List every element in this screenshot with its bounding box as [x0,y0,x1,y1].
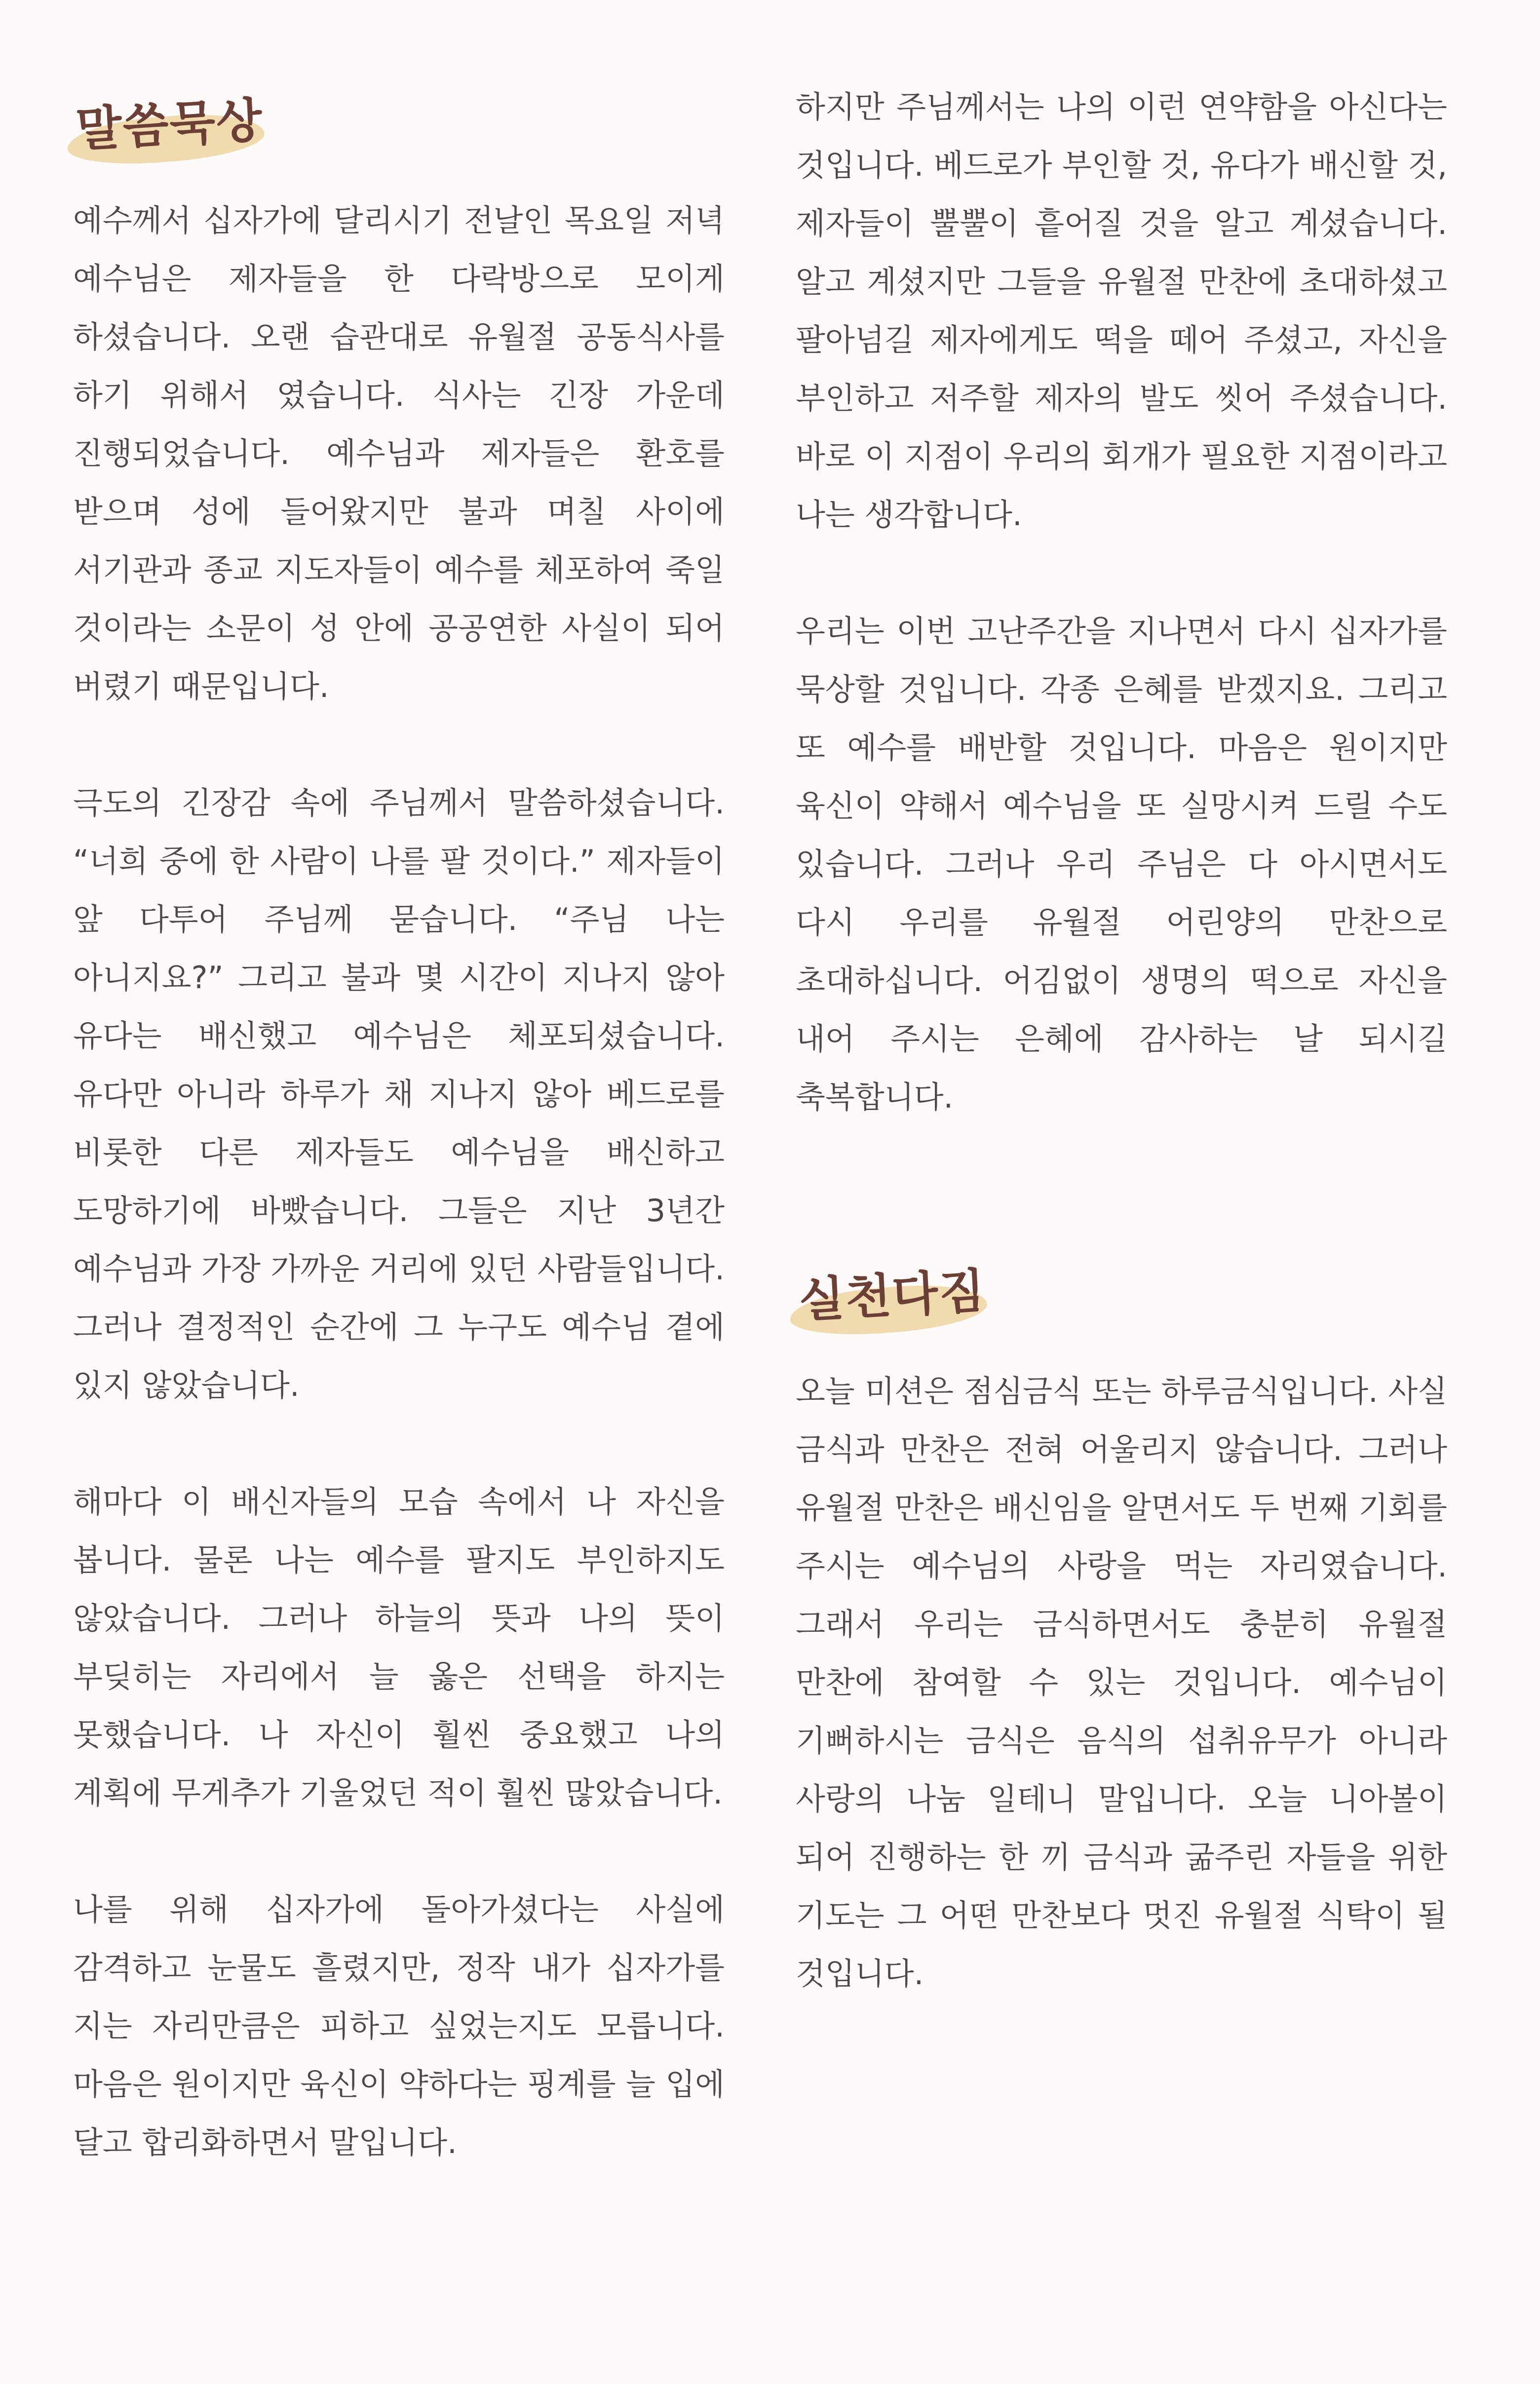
meditation-paragraph: 극도의 긴장감 속에 주님께서 말씀하셨습니다. “너희 중에 한 사람이 나를 팔 것이다.” 제자들이 앞 다투어 주님께 묻습니다. “주님 나는 아니지요?” 그리고 불과 몇 시간이 지나지 않아 유다는 배신했고 예수님은 체포되셨습니다. 유다만 아니라 하루가 채 지나지 않아 베드로를 비롯한 다른 제자들도 예수님을 배신하고 도망하기에 바빴습니다. 그들은 지난 3년간 예수님과 가장 가까운 거리에 있던 사람들입니다. 그러나 결정적인 순간에 그 누구도 예수님 곁에 있지 않았습니다. [73,785,725,1403]
practice-paragraph: 오늘 미션은 점심금식 또는 하루금식입니다. 사실 금식과 만찬은 전혀 어울리지 않습니다. 그러나 유월절 만찬은 배신임을 알면서도 두 번째 기회를 주시는 예수님의 사랑을 먹는 자리였습니다. 그래서 우리는 금식하면서도 충분히 유월절 만찬에 참여할 수 있는 것입니다. 예수님이 기뻐하시는 금식은 음식의 섭취유무가 아니라 사랑의 나눔 일테니 말입니다. 오늘 니아볼이 되어 진행하는 한 끼 금식과 굶주린 자들을 위한 기도는 그 어떤 만찬보다 멋진 유월절 식탁이 될 것입니다. [796,1373,1447,1992]
meditation-paragraph: 해마다 이 배신자들의 모습 속에서 나 자신을 봅니다. 물론 나는 예수를 팔지도 부인하지도 않았습니다. 그러나 하늘의 뜻과 나의 뜻이 부딪히는 자리에서 늘 옳은 선택을 하지는 못했습니다. 나 자신이 훨씬 중요했고 나의 계획에 무게추가 기울었던 적이 훨씬 많았습니다. [73,1484,725,1811]
meditation-heading [76,88,263,162]
meditation-paragraph: 우리는 이번 고난주간을 지나면서 다시 십자가를 묵상할 것입니다. 각종 은혜를 받겠지요. 그리고 또 예수를 배반할 것입니다. 마음은 원이지만 육신이 약해서 예수님을 또 실망시켜 드릴 수도 있습니다. 그러나 우리 주님은 다 아시면서도 다시 우리를 유월절 어린양의 만찬으로 초대하십니다. 어김없이 생명의 떡으로 자신을 내어 주시는 은혜에 감사하는 날 되시길 축복합니다. [796,613,1447,1115]
practice-heading [799,1259,986,1333]
meditation-paragraph: 예수께서 십자가에 달리시기 전날인 목요일 저녁 예수님은 제자들을 한 다락방으로 모이게 하셨습니다. 오랜 습관대로 유월절 공동식사를 하기 위해서 였습니다. 식사는 긴장 가운데 진행되었습니다. 예수님과 제자들은 환호를 받으며 성에 들어왔지만 불과 며칠 사이에 서기관과 종교 지도자들이 예수를 체포하여 죽일 것이라는 소문이 성 안에 공공연한 사실이 되어 버렸기 때문입니다. [73,202,725,704]
practice-heading-text: 실천다짐 [797,1263,987,1328]
meditation-paragraph: 하지만 주님께서는 나의 이런 연약함을 아신다는 것입니다. 베드로가 부인할 것, 유다가 배신할 것, 제자들이 뿔뿔이 흩어질 것을 알고 계셨습니다. 알고 계셨지만 그들을 유월절 만찬에 초대하셨고 팔아넘길 제자에게도 떡을 떼어 주셨고, 자신을 부인하고 저주할 제자의 발도 씻어 주셨습니다. 바로 이 지점이 우리의 회개가 필요한 지점이라고 나는 생각합니다. [796,89,1447,533]
meditation-heading-text: 말씀묵상 [75,92,265,157]
left-column [73,74,725,2172]
meditation-paragraph: 나를 위해 십자가에 돌아가셨다는 사실에 감격하고 눈물도 흘렸지만, 정작 내가 십자가를 지는 자리만큼은 피하고 싶었는지도 모릅니다. 마음은 원이지만 육신이 약하다는 핑계를 늘 입에 달고 합리화하면서 말입니다. [73,1891,725,2160]
right-column [796,74,1447,2003]
